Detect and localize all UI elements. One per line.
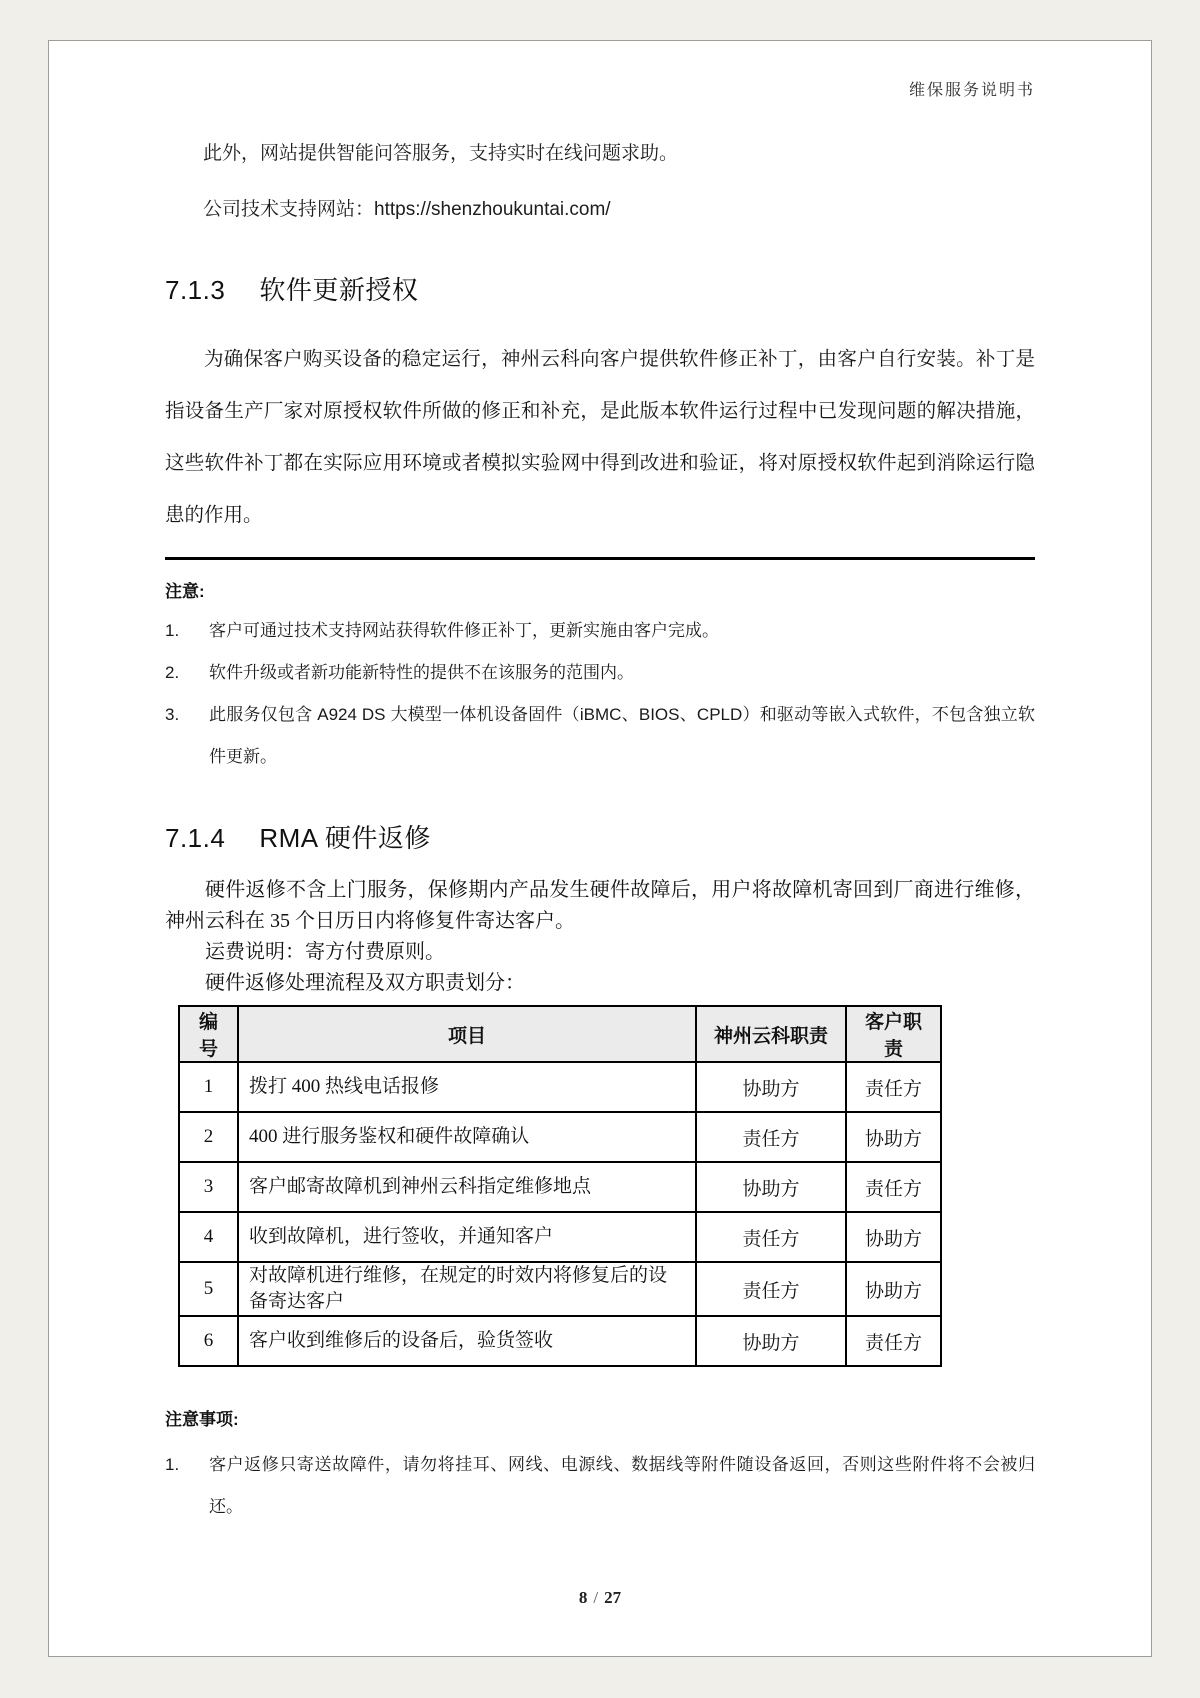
note-list <box>165 610 1035 778</box>
rma-paragraph-2: 运费说明：寄方付费原则。 <box>205 941 445 963</box>
note-item <box>165 610 1035 652</box>
cell-no: 5 <box>179 1262 238 1316</box>
rma-paragraph-1: 硬件返修不含上门服务，保修期内产品发生硬件故障后，用户将故障机寄回到厂商进行维修，神州云科在 35 个日历日内将修复件寄达客户。 <box>165 879 1035 932</box>
footer-separator: / <box>593 1588 599 1607</box>
footer-page-number: 8 <box>578 1588 588 1607</box>
cell-item: 客户收到维修后的设备后，验货签收 <box>238 1316 696 1366</box>
table-row <box>179 1316 941 1366</box>
cell-no: 6 <box>179 1316 238 1366</box>
note-item <box>165 652 1035 694</box>
page-footer <box>49 1588 1151 1608</box>
section-714-number: 7.1.4 <box>165 823 226 853</box>
document-page <box>48 40 1152 1657</box>
cell-customer: 责任方 <box>846 1062 941 1112</box>
cell-vendor: 责任方 <box>696 1262 846 1316</box>
note-item-number: 1. <box>165 621 180 640</box>
section-713-title: 软件更新授权 <box>259 275 419 305</box>
intro-paragraph-2: 公司技术支持网站：https://shenzhoukuntai.com/ <box>203 199 611 220</box>
table-header-customer: 客户职责 <box>846 1006 941 1062</box>
cell-item: 客户邮寄故障机到神州云科指定维修地点 <box>238 1162 696 1212</box>
cell-customer: 责任方 <box>846 1162 941 1212</box>
cell-item: 对故障机进行维修，在规定的时效内将修复后的设备寄达客户 <box>238 1262 696 1316</box>
table-row <box>179 1162 941 1212</box>
note-item <box>165 694 1035 778</box>
cell-item: 400 进行服务鉴权和硬件故障确认 <box>238 1112 696 1162</box>
note-item-text: 客户返修只寄送故障件，请勿将挂耳、网线、电源线、数据线等附件随设备返回，否则这些附件将不会被归还。 <box>209 1455 1035 1516</box>
cell-item: 收到故障机，进行签收，并通知客户 <box>238 1212 696 1262</box>
table-row <box>179 1062 941 1112</box>
note-item-number: 2. <box>165 663 180 682</box>
cell-vendor: 协助方 <box>696 1062 846 1112</box>
table-header-row <box>179 1006 941 1062</box>
cell-vendor: 责任方 <box>696 1212 846 1262</box>
cell-no: 1 <box>179 1062 238 1112</box>
rma-process-table <box>178 1005 942 1367</box>
section-714-body <box>165 875 1035 999</box>
rma-note-list <box>165 1444 1035 1528</box>
table-row <box>179 1262 941 1316</box>
note-item <box>165 1444 1035 1528</box>
section-713-body: 为确保客户购买设备的稳定运行，神州云科向客户提供软件修正补丁，由客户自行安装。补丁是指设备生产厂家对原授权软件所做的修正和补充，是此版本软件运行过程中已发现问题的解决措施，这些软件补丁都在实际应用环境或者模拟实验网中得到改进和验证，将对原授权软件起到消除运行隐患的作用。 <box>165 348 1035 526</box>
cell-no: 3 <box>179 1162 238 1212</box>
cell-vendor: 协助方 <box>696 1162 846 1212</box>
table-row <box>179 1212 941 1262</box>
note-label: 注意: <box>165 582 205 601</box>
cell-item: 拨打 400 热线电话报修 <box>238 1062 696 1112</box>
intro-paragraph-1: 此外，网站提供智能问答服务，支持实时在线问题求助。 <box>203 143 679 164</box>
cell-customer: 协助方 <box>846 1212 941 1262</box>
note-item-text: 客户可通过技术支持网站获得软件修正补丁，更新实施由客户完成。 <box>209 621 719 640</box>
section-713-heading <box>165 270 1035 307</box>
table-row <box>179 1112 941 1162</box>
table-header-no: 编号 <box>179 1006 238 1062</box>
rma-note-label: 注意事项: <box>165 1410 239 1429</box>
cell-no: 2 <box>179 1112 238 1162</box>
note-item-number: 1. <box>165 1455 180 1474</box>
cell-no: 4 <box>179 1212 238 1262</box>
note-item-text: 软件升级或者新功能新特性的提供不在该服务的范围内。 <box>209 663 634 682</box>
table-header-vendor: 神州云科职责 <box>696 1006 846 1062</box>
cell-vendor: 协助方 <box>696 1316 846 1366</box>
cell-customer: 协助方 <box>846 1112 941 1162</box>
cell-customer: 责任方 <box>846 1316 941 1366</box>
section-713-number: 7.1.3 <box>165 275 226 305</box>
section-714-title: RMA 硬件返修 <box>259 823 431 853</box>
footer-total-pages: 27 <box>604 1588 622 1607</box>
note-item-text: 此服务仅包含 A924 DS 大模型一体机设备固件（iBMC、BIOS、CPLD）和驱动等嵌入式软件，不包含独立软件更新。 <box>209 705 1035 766</box>
rma-paragraph-3: 硬件返修处理流程及双方职责划分： <box>205 972 525 994</box>
note-item-number: 3. <box>165 705 180 724</box>
document-header-title: 维保服务说明书 <box>908 82 1035 99</box>
cell-customer: 协助方 <box>846 1262 941 1316</box>
table-header-item: 项目 <box>238 1006 696 1062</box>
cell-vendor: 责任方 <box>696 1112 846 1162</box>
section-714-heading <box>165 818 1035 855</box>
note-divider-line <box>165 557 1035 560</box>
